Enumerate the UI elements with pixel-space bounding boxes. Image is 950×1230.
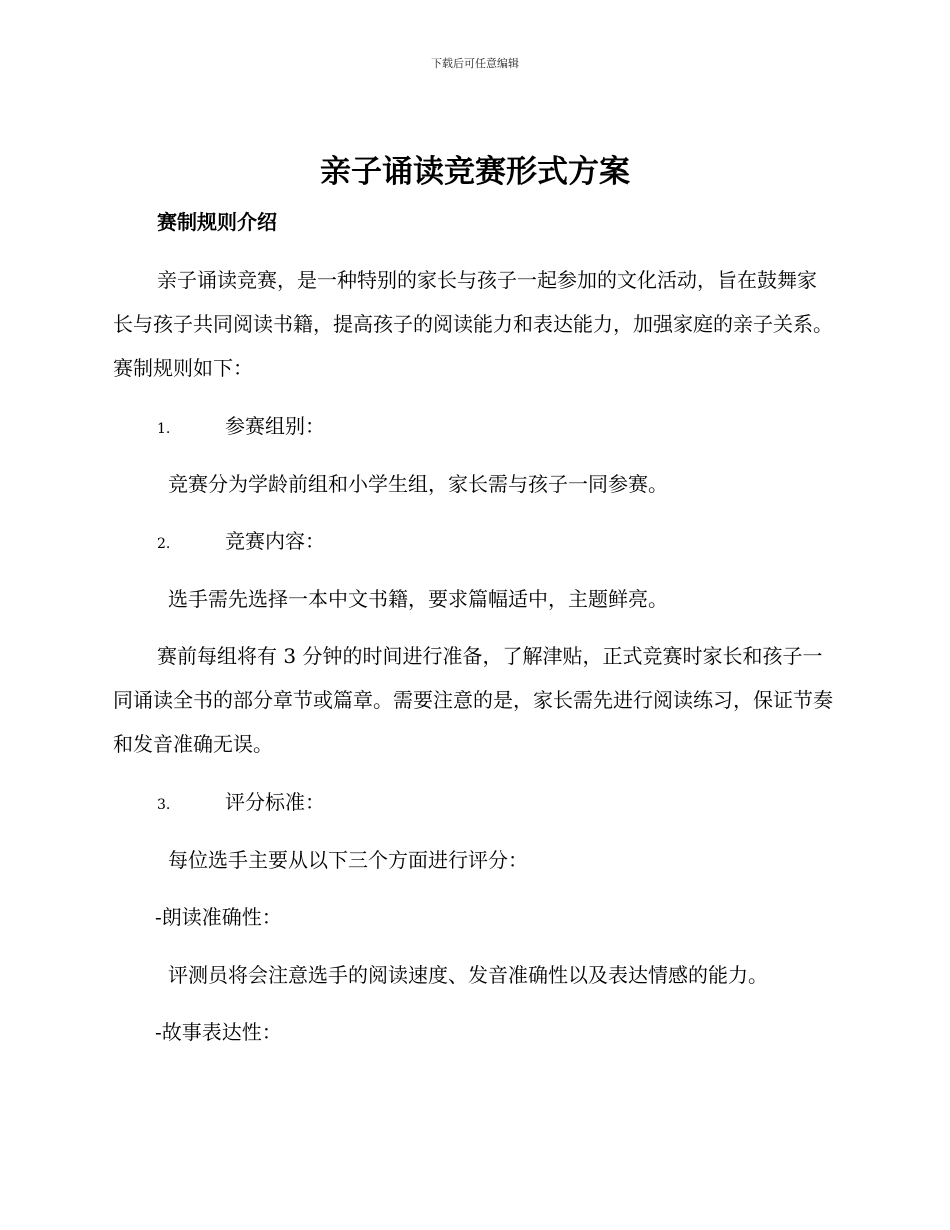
criterion-expression-label: -故事表达性： (155, 1020, 282, 1044)
list-item-3 (157, 787, 325, 820)
intro-paragraph: 亲子诵读竞赛，是一种特别的家长与孩子一起参加的文化活动，旨在鼓舞家长与孩子共同阅读书籍，提高孩子的阅读能力和表达能力，加强家庭的亲子关系。赛制规则如下： (113, 268, 833, 380)
list-number: 2. (157, 536, 171, 552)
list-number: 3. (157, 797, 171, 813)
document-title: 亲子诵读竞赛形式方案 (320, 154, 630, 190)
item1-text: 竞赛分为学龄前组和小学生组，家长需与孩子一同参赛。 (168, 472, 668, 496)
item2-paragraph: 赛前每组将有 3 分钟的时间进行准备，了解津贴，正式竞赛时家长和孩子一同诵读全书的部分章节或篇章。需要注意的是，家长需先进行阅读练习，保证节奏和发音准确无误。 (113, 644, 833, 756)
list-item-1 (157, 411, 325, 444)
list-item-2 (157, 526, 325, 559)
item2-text: 选手需先选择一本中文书籍，要求篇幅适中，主题鲜亮。 (168, 587, 668, 611)
list-label: 竞赛内容： (225, 529, 325, 553)
list-label: 参赛组别： (225, 414, 325, 438)
header-note: 下载后可任意编辑 (431, 57, 519, 70)
item3-text: 每位选手主要从以下三个方面进行评分： (168, 848, 528, 872)
criterion-accuracy-text: 评测员将会注意选手的阅读速度、发音准确性以及表达情感的能力。 (168, 963, 768, 987)
criterion-accuracy-label: -朗读准确性： (155, 905, 282, 929)
list-number: 1. (157, 421, 171, 437)
section-heading: 赛制规则介绍 (157, 210, 277, 234)
list-label: 评分标准： (225, 790, 325, 814)
